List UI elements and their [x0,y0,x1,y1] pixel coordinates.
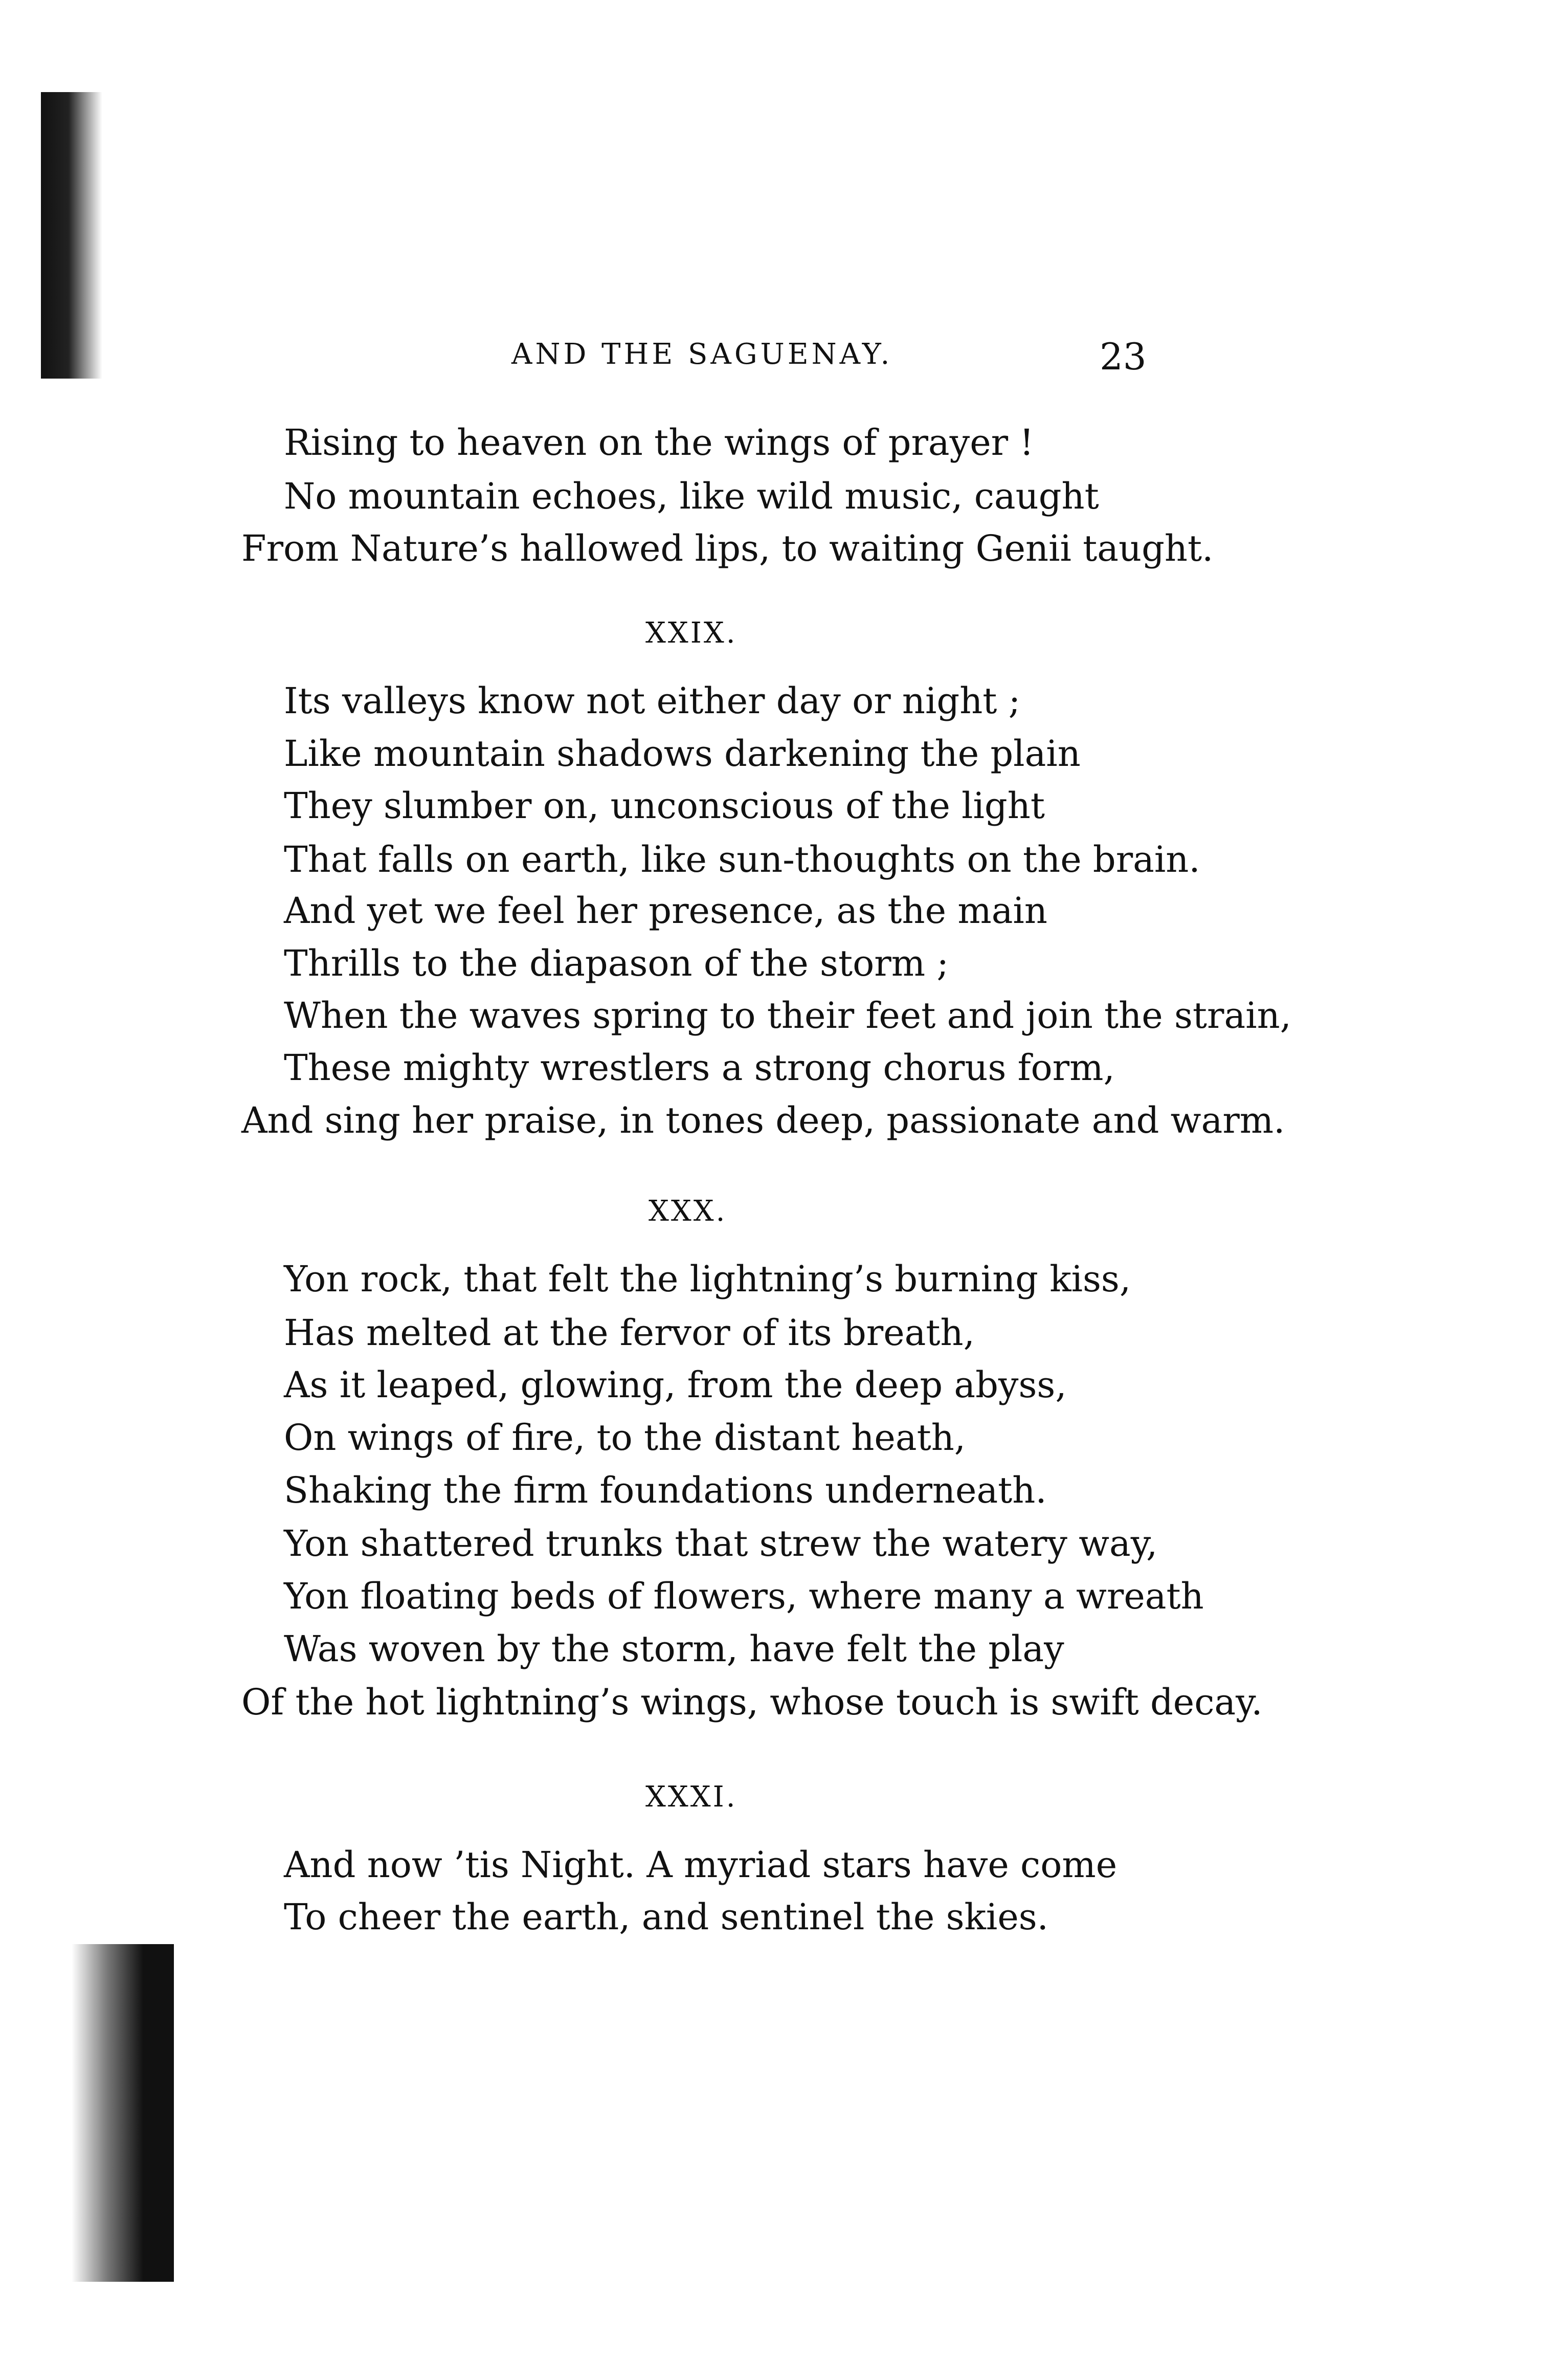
poem-line: Like mountain shadows darkening the plain [284,733,1081,775]
poem-line: Was woven by the storm, have felt the play [284,1628,1064,1670]
poem-line: And yet we feel her presence, as the main [284,890,1047,932]
running-head: AND THE SAGUENAY. [511,338,893,371]
binding-shadow-bottom [72,1944,174,2282]
poem-line: Yon shattered trunks that strew the watery way, [284,1523,1158,1564]
poem-line: Yon rock, that felt the lightning’s burning kiss, [284,1258,1131,1300]
poem-line: From Nature’s hallowed lips, to waiting Genii taught. [241,527,1214,569]
poem-line: That falls on earth, like sun-thoughts on the brain. [284,839,1200,880]
poem-line: When the waves spring to their feet and join the strain, [284,995,1291,1037]
poem-line: Yon floating beds of flowers, where many a wreath [284,1575,1204,1617]
poem-line: And sing her praise, in tones deep, passionate and warm. [241,1099,1285,1141]
poem-line: Thrills to the diapason of the storm ; [284,942,949,984]
poem-line: Of the hot lightning’s wings, whose touch is swift decay. [241,1681,1263,1723]
poem-line: To cheer the earth, and sentinel the skies. [284,1896,1048,1938]
poem-line: As it leaped, glowing, from the deep abyss, [284,1364,1067,1406]
poem-line: Rising to heaven on the wings of prayer ! [284,422,1034,464]
poem-line: These mighty wrestlers a strong chorus form, [284,1047,1115,1089]
page-number: 23 [1100,335,1147,378]
stanza-number: XXXI. [645,1780,738,1814]
poem-line: And now ’tis Night. A myriad stars have come [284,1844,1118,1886]
stanza-number: XXX. [649,1195,727,1228]
poem-line: Shaking the firm foundations underneath. [284,1469,1047,1511]
poem-line: On wings of fire, to the distant heath, [284,1417,966,1459]
poem-line: They slumber on, unconscious of the light [284,785,1045,827]
poem-line: Its valleys know not either day or night ; [284,680,1021,722]
poem-line: No mountain echoes, like wild music, caught [284,475,1099,517]
poem-line: Has melted at the fervor of its breath, [284,1312,975,1354]
stanza-number: XXIX. [645,616,738,650]
binding-shadow-top [41,92,102,379]
